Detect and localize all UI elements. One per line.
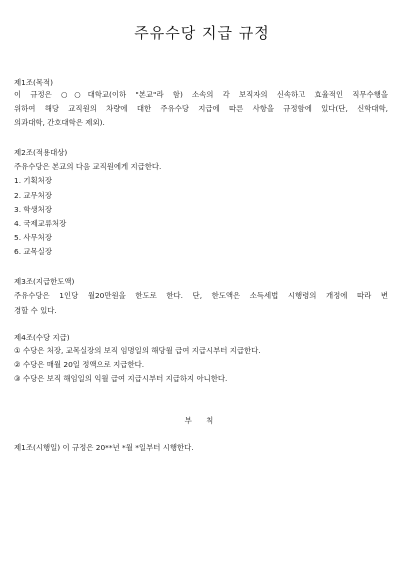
article-1-line-1: 이 규정은 ○○대학교(이하 "본교"라 함) 소속의 각 보직자의 신속하고 효율적인 직무수행을 xyxy=(14,90,388,99)
article-1-heading: 제1조(목적) xyxy=(14,78,54,87)
article-2-item-1: 1. 기획처장 xyxy=(14,176,52,185)
article-3-line-1: 주유수당은 1인당 월20만원을 한도로 한다. 단, 한도액은 소득세법 시행령의 개정에 따라 변 xyxy=(14,291,388,300)
article-1-line-3: 의과대학, 간호대학은 제외). xyxy=(14,118,105,127)
article-3-heading: 제3조(지급한도액) xyxy=(14,277,75,286)
addendum-line-1: 제1조(시행일) 이 규정은 20**년 *월 *일부터 시행한다. xyxy=(14,443,194,452)
article-2-item-4: 4. 국제교류처장 xyxy=(14,219,67,228)
article-2-item-3: 3. 학생처장 xyxy=(14,205,52,214)
article-4-item-3: ③ 수당은 보직 해임일의 익월 급여 지급시부터 지급하지 아니한다. xyxy=(14,374,228,383)
article-2-line-1: 주유수당은 본교의 다음 교직원에게 지급한다. xyxy=(14,162,162,171)
article-4-item-1: ① 수당은 처장, 교목실장의 보직 임명일의 해당월 급여 지급시부터 지급한다. xyxy=(14,346,261,355)
article-2-item-5: 5. 사무처장 xyxy=(14,233,52,242)
article-4-item-2: ② 수당은 매월 20일 정액으로 지급한다. xyxy=(14,360,145,369)
document-title: 주유수당 지급 규정 xyxy=(134,24,270,42)
article-2-item-6: 6. 교목실장 xyxy=(14,247,52,256)
article-2-heading: 제2조(적용대상) xyxy=(14,148,68,157)
article-1-line-2: 위하여 해당 교직원의 차량에 대한 주유수당 지급에 따른 사항을 규정함에 있다(단, 신학대학, xyxy=(14,104,388,113)
article-2-item-2: 2. 교무처장 xyxy=(14,191,52,200)
article-4-heading: 제4조(수당 지급) xyxy=(14,333,70,342)
addendum-heading: 부 칙 xyxy=(184,416,220,425)
article-3-line-2: 경할 수 있다. xyxy=(14,306,57,315)
